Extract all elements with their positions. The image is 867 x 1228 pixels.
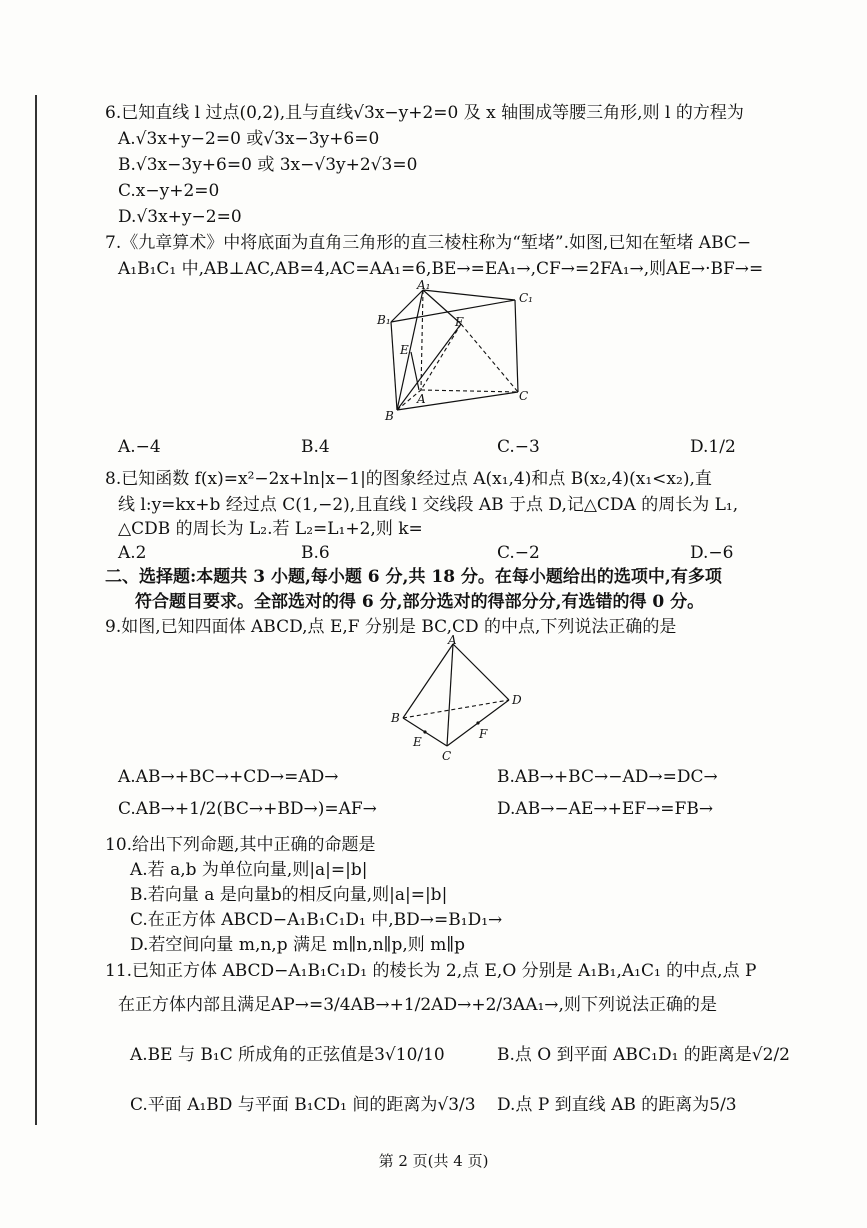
q11-option-d: D.点 P 到直线 AB 的距离为5/3: [497, 1095, 737, 1115]
q11-option-a: A.BE 与 B₁C 所成角的正弦值是3√10/10: [130, 1045, 445, 1065]
q6-option-a: A.√3x+y−2=0 或√3x−3y+6=0: [118, 129, 380, 149]
binding-margin-rule: [35, 95, 37, 1125]
q9-stem: 9.如图,已知四面体 ABCD,点 E,F 分别是 BC,CD 的中点,下列说法正确的是: [105, 617, 677, 637]
label-a: A: [417, 392, 426, 406]
q6-option-c: C.x−y+2=0: [118, 181, 220, 201]
label-e: E: [413, 735, 422, 749]
q7-stem-line1: 7.《九章算术》中将底面为直角三角形的直三棱柱称为“堑堵”.如图,已知在堑堵 ABC−: [105, 233, 752, 253]
q7-stem-line2: A₁B₁C₁ 中,AB⊥AC,AB=4,AC=AA₁=6,BE→=EA₁→,CF→=2FA₁→,则AE→·BF→=: [118, 259, 764, 279]
q7-option-a: A.−4: [118, 437, 161, 457]
q7-option-d: D.1/2: [690, 437, 736, 457]
q11-option-b: B.点 O 到平面 ABC₁D₁ 的距离是√2/2: [497, 1045, 790, 1065]
q8-option-a: A.2: [118, 543, 147, 563]
q8-option-b: B.6: [301, 543, 330, 563]
section2-heading-line2: 符合题目要求。全部选对的得 6 分,部分选对的得部分分,有选错的得 0 分。: [135, 592, 705, 612]
q8-option-d: D.−6: [690, 543, 734, 563]
label-f: F: [455, 315, 464, 329]
q10-stem: 10.给出下列命题,其中正确的命题是: [105, 835, 376, 855]
q6-option-d: D.√3x+y−2=0: [118, 207, 242, 227]
label-a1: A₁: [417, 280, 431, 292]
label-c: C: [442, 749, 452, 763]
label-b: B: [391, 711, 400, 725]
q6-option-b: B.√3x−3y+6=0 或 3x−√3y+2√3=0: [118, 155, 418, 175]
label-b1: B₁: [377, 313, 391, 327]
q9-option-c: C.AB→+1/2(BC→+BD→)=AF→: [118, 799, 377, 819]
q10-option-a: A.若 a,b 为单位向量,则|a|=|b|: [130, 860, 368, 880]
q10-option-d: D.若空间向量 m,n,p 满足 m∥n,n∥p,则 m∥p: [130, 935, 466, 955]
tetrahedron-figure: [385, 632, 535, 764]
q10-option-c: C.在正方体 ABCD−A₁B₁C₁D₁ 中,BD→=B₁D₁→: [130, 910, 503, 930]
q8-stem-line2: 线 l:y=kx+b 经过点 C(1,−2),且直线 l 交线段 AB 于点 D,记△CDA 的周长为 L₁,: [118, 495, 739, 515]
q10-option-b: B.若向量 a 是向量b的相反向量,则|a|=|b|: [130, 885, 448, 905]
label-f: F: [479, 727, 488, 741]
label-d: D: [512, 693, 522, 707]
q8-stem-line1: 8.已知函数 f(x)=x²−2x+ln|x−1|的图象经过点 A(x₁,4)和点 B(x₂,4)(x₁<x₂),直: [105, 469, 712, 489]
q9-option-a: A.AB→+BC→+CD→=AD→: [118, 767, 339, 787]
label-c1: C₁: [519, 291, 533, 305]
q6-stem: 6.已知直线 l 过点(0,2),且与直线√3x−y+2=0 及 x 轴围成等腰三角形,则 l 的方程为: [105, 103, 744, 123]
label-e: E: [400, 343, 409, 357]
label-a: A: [448, 633, 457, 647]
label-c: C: [519, 389, 529, 403]
q9-option-d: D.AB→−AE→+EF→=FB→: [497, 799, 714, 819]
section2-heading-line1: 二、选择题:本题共 3 小题,每小题 6 分,共 18 分。在每小题给出的选项中,有多项: [105, 567, 722, 587]
q11-stem-line2: 在正方体内部且满足AP→=3/4AB→+1/2AD→+2/3AA₁→,则下列说法正确的是: [118, 995, 717, 1015]
page-number: 第 2 页(共 4 页): [378, 1152, 489, 1170]
label-b: B: [385, 409, 394, 423]
q9-option-b: B.AB→+BC→−AD→=DC→: [497, 767, 718, 787]
q8-stem-line3: △CDB 的周长为 L₂.若 L₂=L₁+2,则 k=: [118, 519, 423, 539]
q7-option-b: B.4: [301, 437, 330, 457]
prism-figure: [375, 280, 555, 425]
q11-stem-line1: 11.已知正方体 ABCD−A₁B₁C₁D₁ 的棱长为 2,点 E,O 分别是 A₁B₁,A₁C₁ 的中点,点 P: [105, 961, 757, 981]
q11-option-c: C.平面 A₁BD 与平面 B₁CD₁ 间的距离为√3/3: [130, 1095, 476, 1115]
q8-option-c: C.−2: [497, 543, 540, 563]
q7-option-c: C.−3: [497, 437, 540, 457]
